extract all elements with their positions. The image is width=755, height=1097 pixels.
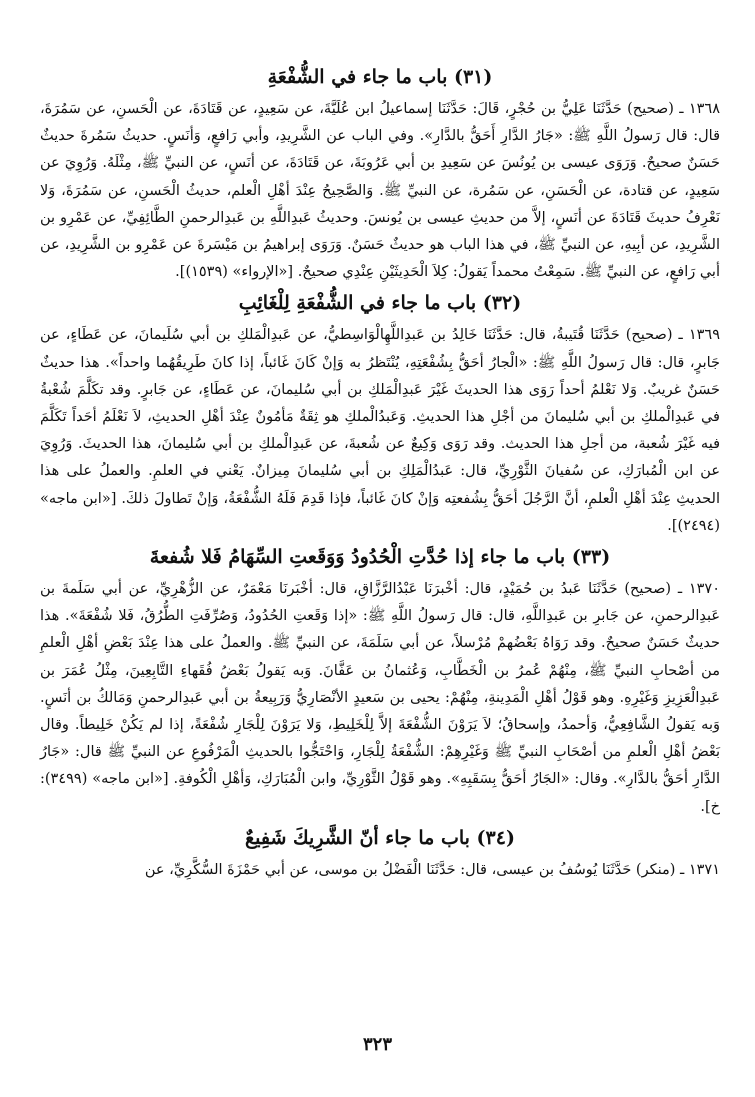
hadith-paragraph: ١٣٧٠ ـ (صحيح) حَدَّثَنَا عَبدُ بن حُمَيْدٍ، قال: أخْبرَنَا عَبْدُالرَّزَّاقِ، قال: أخْبَرنَا مَعْمَرٌ، عن الزُّهْرِيِّ، عن أبي سَلَمةَ بن عَبدِالرحمنِ، عن جَابرِ بن عَبدِاللَّهِ، قال: قال رَسولُ اللَّهِ ﷺ: «إذا وَقَعتِ الحُدُودُ، وَصُرِّفَتِ الطُّرُقُ، فَلا شُفْعَةَ». هذا حديثٌ حَسَنٌ صحيحٌ. وقد رَوَاهُ بَعْضُهمْ مُرْسلاً، عن أبي سَلَمَةَ، عن النبيِّ ﷺ. والعملُ على هذا عِنْدَ بَعْضِ أهْلِ الْعلمِ من أصْحابِ النبيِّ ﷺ، مِنْهُمْ عُمرُ بن الْخَطَّابِ، وَعُثمانُ بن عَفَّانَ. وَبه يَقولُ بَعْضُ فُقَهاءِ التَّابِعِينَ، مِثْلُ عُمَرَ بن عَبدِالْعَزِيزِ وَغَيْرِهِ. وهو قَوْلُ أهْلِ الْمَدِينةِ، مِنْهُمْ: يحيى بن سَعيدٍ الأنْصَارِيُّ وَرَبِيعةُ بن أبي عَبدِالرحمنِ وَمَالكُ بن أنَسٍ. وَبه يَقولُ الشَّافِعِيُّ، وَأحمدُ، وإسحاقُ؛ لاَ يَرَوْنَ الشُّفْعَةَ إلاَّ لِلْخَلِيطِ، وَلا يَرَوْنَ لِلْجَارِ شُفْعَةً، إذا لم يَكُنْ خَلِيطاً. وقال بَعْضُ أهْلِ الْعلمِ من أصْحَابِ النبيِّ ﷺ وَغَيْرِهِمْ: الشُّفْعَةُ لِلْجَارِ، وَاحْتَجُّوا بالحديثِ الْمَرْفُوعِ عن النبيِّ ﷺ قال: «جَارُ الدَّارِ أحَقُّ بالدَّارِ». وقال: «الجَارُ أحَقُّ بِسَقَبِهِ». وهو قَوْلُ الثَّوْرِيِّ، وابن الْمُبَارَكِ، وَأهْلِ الْكُوفةِ. [«ابن ماجه» (٣٤٩٩): خ]. <box>40 581 720 815</box>
section-33 <box>40 542 720 821</box>
hadith-paragraph: ١٣٦٨ ـ (صحيح) حَدَّثَنَا عَلِيُّ بن حُجْرٍ، قَالَ: حَدَّثَنَا إسماعيلُ ابن عُلَيَّةَ، عن سَعِيدٍ، عن قَتَادَةَ، عن الْحَسنِ، عن سَمُرَةَ، قال: قال رَسولُ اللَّهِ ﷺ: «جَارُ الدَّارِ أَحَقُّ بالدَّارِ». وفي الباب عن الشَّرِيدِ، وأبي رَافعٍ، وَأنَسٍ. حديثُ سَمُرةَ حديثٌ حَسَنٌ صحيحٌ. وَرَوَى عيسى بن يُونُسَ عن سَعِيدِ بن أبي عَرُوبَةَ، عن قَتَادَةَ، عن أنَسٍ، عن النبيِّ ﷺ، مِثْلَهُ. وَرُوِيَ عن سَعِيدٍ، عن قتادة، عن الْحَسَنِ، عن سَمُرة، عن النبيِّ ﷺ. وَالصَّحِيحُ عِنْدَ أهْلِ الْعلم، حديثُ الْحَسنِ، عن سَمُرَةَ، وَلا نَعْرِفُ حديثَ قَتَادَةَ عن أنَسٍ، إلاَّ من حديثِ عيسى بن يُونسَ. وحديثُ عَبدِاللَّهِ بن عَبدِالرحمنِ الطَّائِفِيِّ، عن عَمْرِو بن الشَّرِيدِ، عن أبِيهِ، عن النبيِّ ﷺ، في هذا الباب هو حديثٌ حَسَنٌ. وَرَوَى إبراهيمُ بن مَيْسَرةَ عن عَمْرِو بن الشَّرِيدِ، عن أبي رَافعٍ، عن النبيِّ ﷺ. سَمِعْتُ محمداً يَقولُ: كِلاَ الْحَدِيثَيْنِ عِنْدِي صحيحٌ. [«الإرواء» (١٥٣٩)]. <box>40 101 720 281</box>
chapter-heading: (٣٤) باب ما جاء أنّ الشَّرِيكَ شَفِيعٌ <box>245 826 515 849</box>
section-32 <box>40 288 720 540</box>
section-31 <box>40 62 720 286</box>
chapter-heading: (٣١) باب ما جاء في الشُّفْعَةِ <box>267 66 493 88</box>
page-number: ٣٢٣ <box>362 1034 392 1055</box>
section-34 <box>40 823 720 884</box>
chapter-heading: (٣٢) باب ما جاء في الشُّفْعَةِ لِلْغَائِبِ <box>238 292 522 315</box>
chapter-heading: (٣٣) باب ما جاء إذا حُدَّتِ الْحُدُودُ وَوَقَعتِ السِّهَامُ فَلا شُفعةَ <box>149 546 611 569</box>
hadith-paragraph: ١٣٧١ ـ (منكر) حَدَّثَنَا يُوسُفُ بن عيسى، قال: حَدَّثَنَا الْفَضْلُ بن موسى، عن أبي حَمْزَةَ السُّكَّرِيِّ، عن <box>144 861 720 878</box>
page-body <box>40 60 720 884</box>
hadith-paragraph: ١٣٦٩ ـ (صحيح) حَدَّثَنَا قُتَيبةُ، قال: حَدَّثَنَا خَالِدُ بن عَبدِاللَّهِالْوَاسِطيُّ، عن عَبدِالْمَلكِ بن أبي سُلَيمانَ، عن عَطَاءٍ، عن جَابرٍ، قال: قال رَسولُ اللَّهِ ﷺ: «الْجارُ أحَقُّ بِشُفْعَتِهِ، يُنْتَظرُ به وَإنْ كَانَ غَائباً، إذا كانَ طَرِيقُهُما واحداً». هذا حديثٌ حَسَنٌ غريبٌ. وَلا نَعْلمُ أحداً رَوَى هذا الحديثَ غَيْرَ عَبدِالْمَلكِ بن أبي سُليمانَ، عن عَطَاءٍ، عن جَابرٍ. وقد تكَلَّمَ شُعْبةُ في عَبدِالْملكِ بن أبي سُليمانَ من أجْلِ هذا الحديثِ. وَعَبدُالْملكِ هو ثِقَةٌ مَأمُونٌ عِنْدَ أهْلِ الحديثِ، لاَ نَعْلَمُ أحَداً تَكَلَّمَ فيه غَيْرَ شُعبة، من أجلِ هذا الحديث. وقد رَوَى وَكِيعٌ عن شُعبةَ، عن عَبدِالْملكِ بن أبي سُليمانَ، هذا الحديثَ. وَرُوِيَ عن ابن الْمُبارَكِ، عن سُفيانَ الثَّوْرِيِّ، قال: عَبدُالْمَلِكِ بن أبي سُليمانَ مِيزانٌ. يَعْني في العلمِ. والعملُ على هذا الحديثِ عِنْدَ أهْلِ الْعلمِ، أنَّ الرَّجُلَ أحَقُّ بِشُفعتِه وَإنْ كانَ غَائباً، فإذا قَدِمَ فَلَهُ الشُّفْعَةُ، وَإنْ تَطاولَ ذلكَ. [«ابن ماجه» (٢٤٩٤)]. <box>40 327 720 534</box>
